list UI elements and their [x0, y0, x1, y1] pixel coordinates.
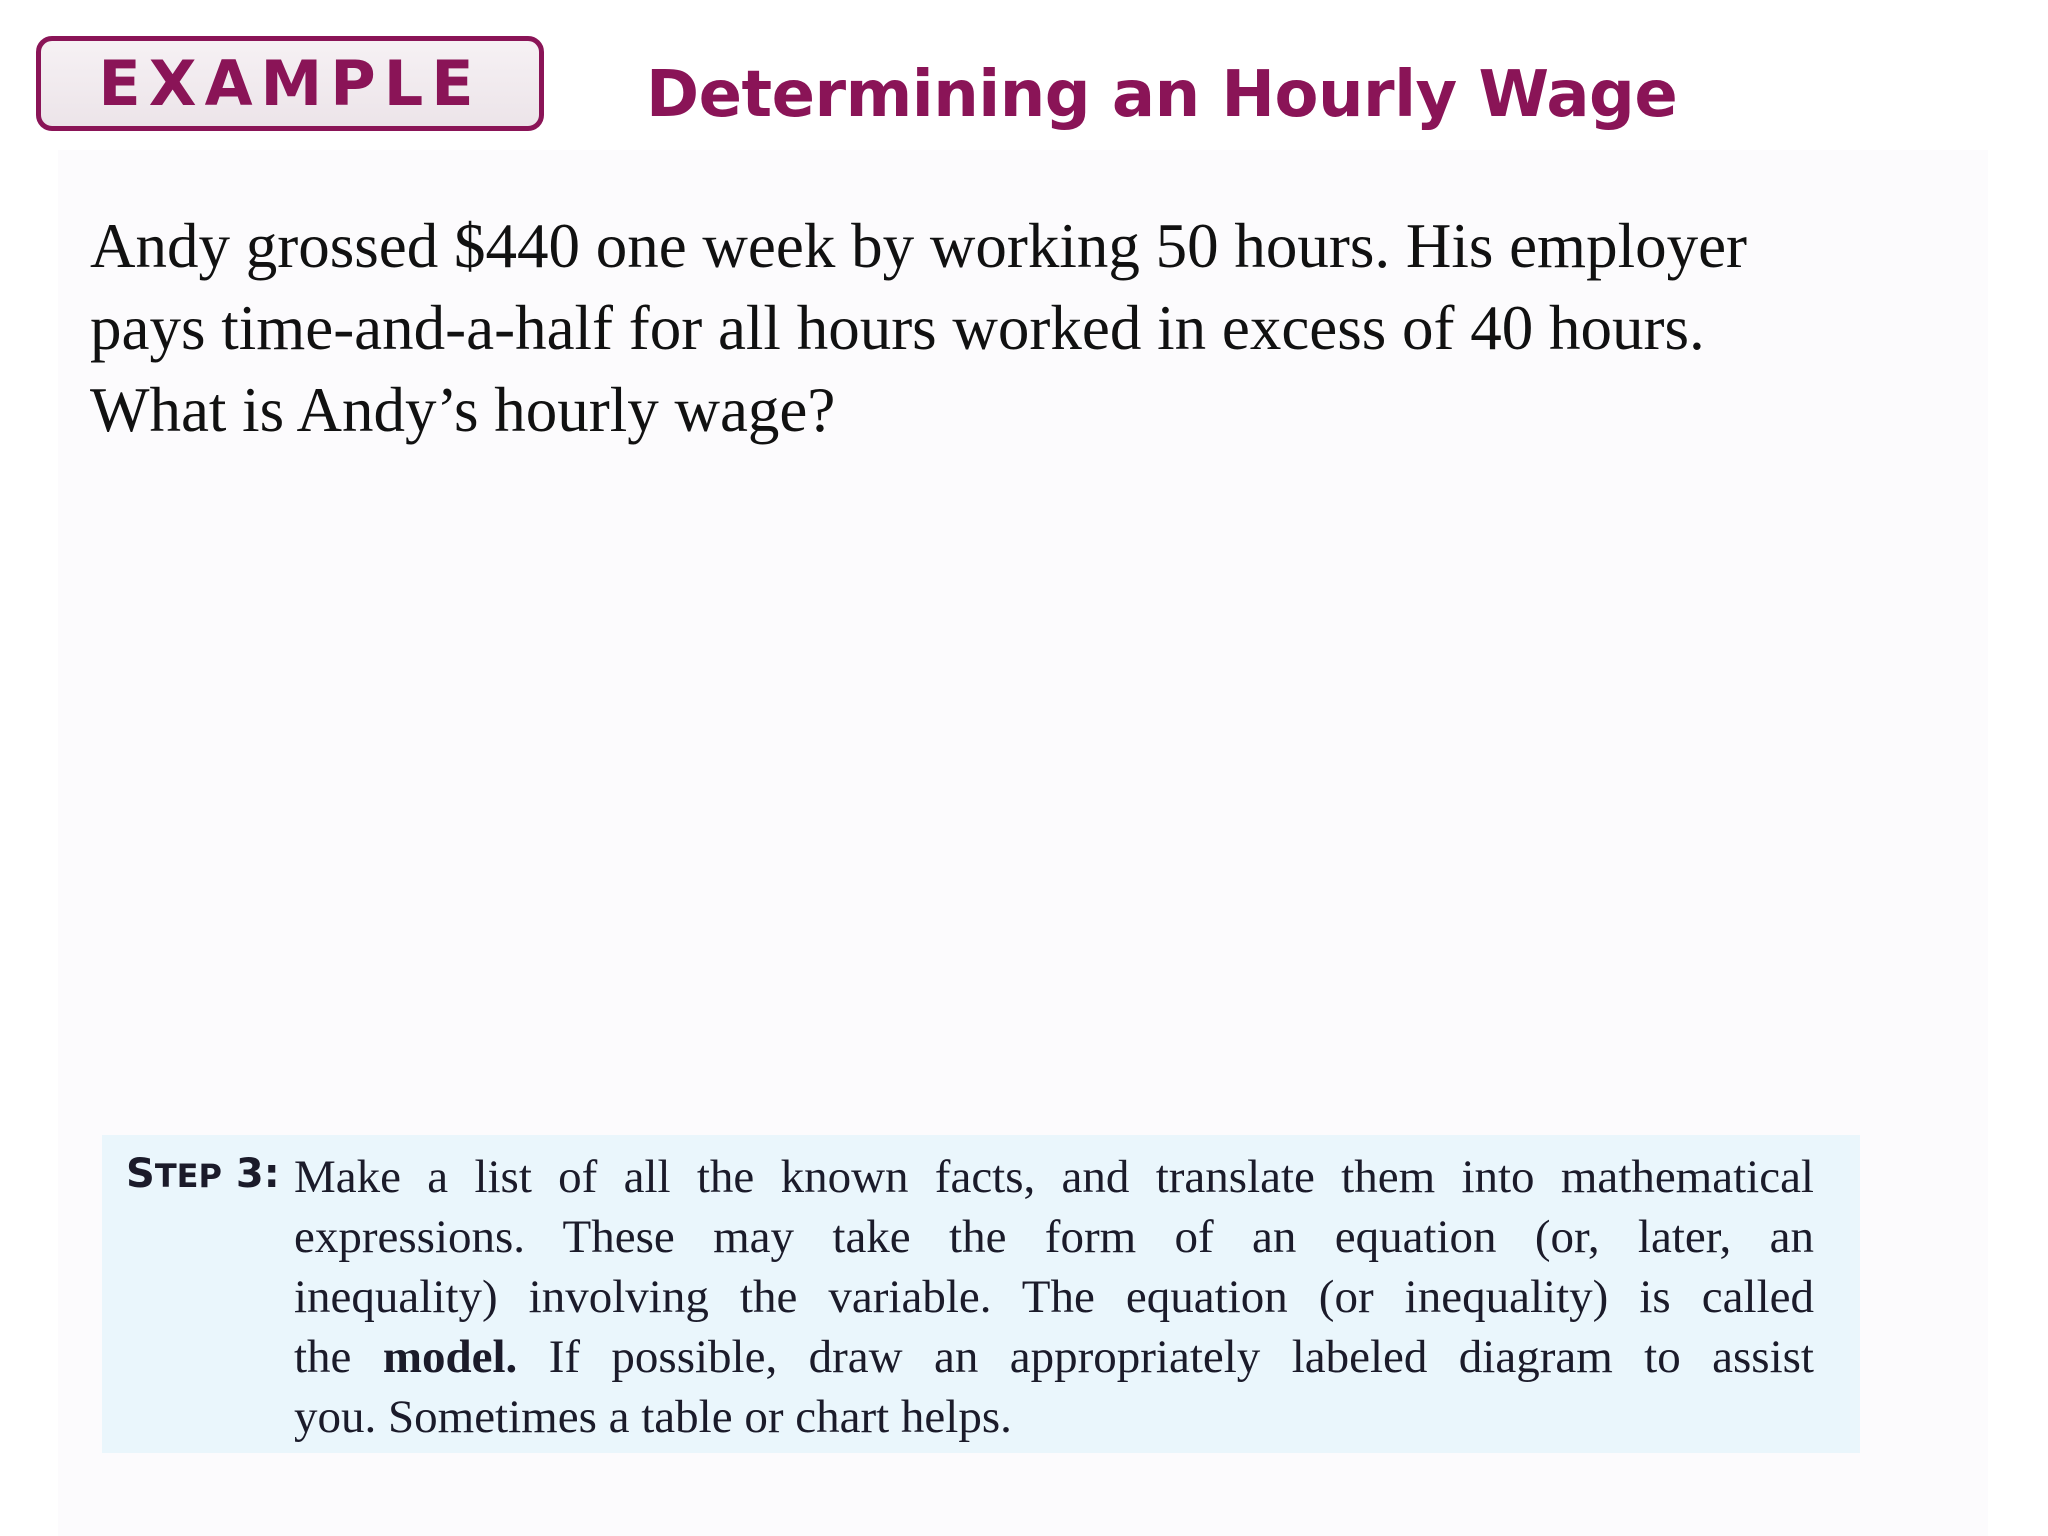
step-line-text: If possible, draw an appropriately labeled diagram to assist: [517, 1331, 1814, 1383]
step-label-initial: S: [126, 1151, 155, 1197]
model-term: model.: [382, 1331, 518, 1383]
page-title: Determining an Hourly Wage: [646, 58, 1678, 132]
step-text: [294, 1147, 1814, 1447]
problem-line: What is Andy’s hourly wage?: [90, 375, 836, 445]
step-label: [126, 1151, 280, 1197]
step-3-box: [102, 1135, 1860, 1453]
step-line: expressions. These may take the form of an equation (or, later, an: [294, 1211, 1814, 1263]
step-line: [294, 1327, 1814, 1387]
example-badge: [36, 36, 544, 131]
step-label-smallcaps: TEP: [154, 1157, 222, 1195]
step-label-number: 3:: [235, 1151, 280, 1197]
example-badge-label: EXAMPLE: [98, 47, 482, 120]
step-line: you. Sometimes a table or chart helps.: [294, 1391, 1012, 1443]
problem-line: Andy grossed $440 one week by working 50 hours. His employer: [90, 211, 1748, 281]
step-line: Make a list of all the known facts, and translate them into mathematical: [294, 1151, 1814, 1203]
problem-statement: [90, 205, 1990, 451]
step-line: inequality) involving the variable. The equation (or inequality) is called: [294, 1271, 1814, 1323]
step-line-text: the: [294, 1331, 383, 1383]
problem-line: pays time-and-a-half for all hours worked in excess of 40 hours.: [90, 293, 1705, 363]
